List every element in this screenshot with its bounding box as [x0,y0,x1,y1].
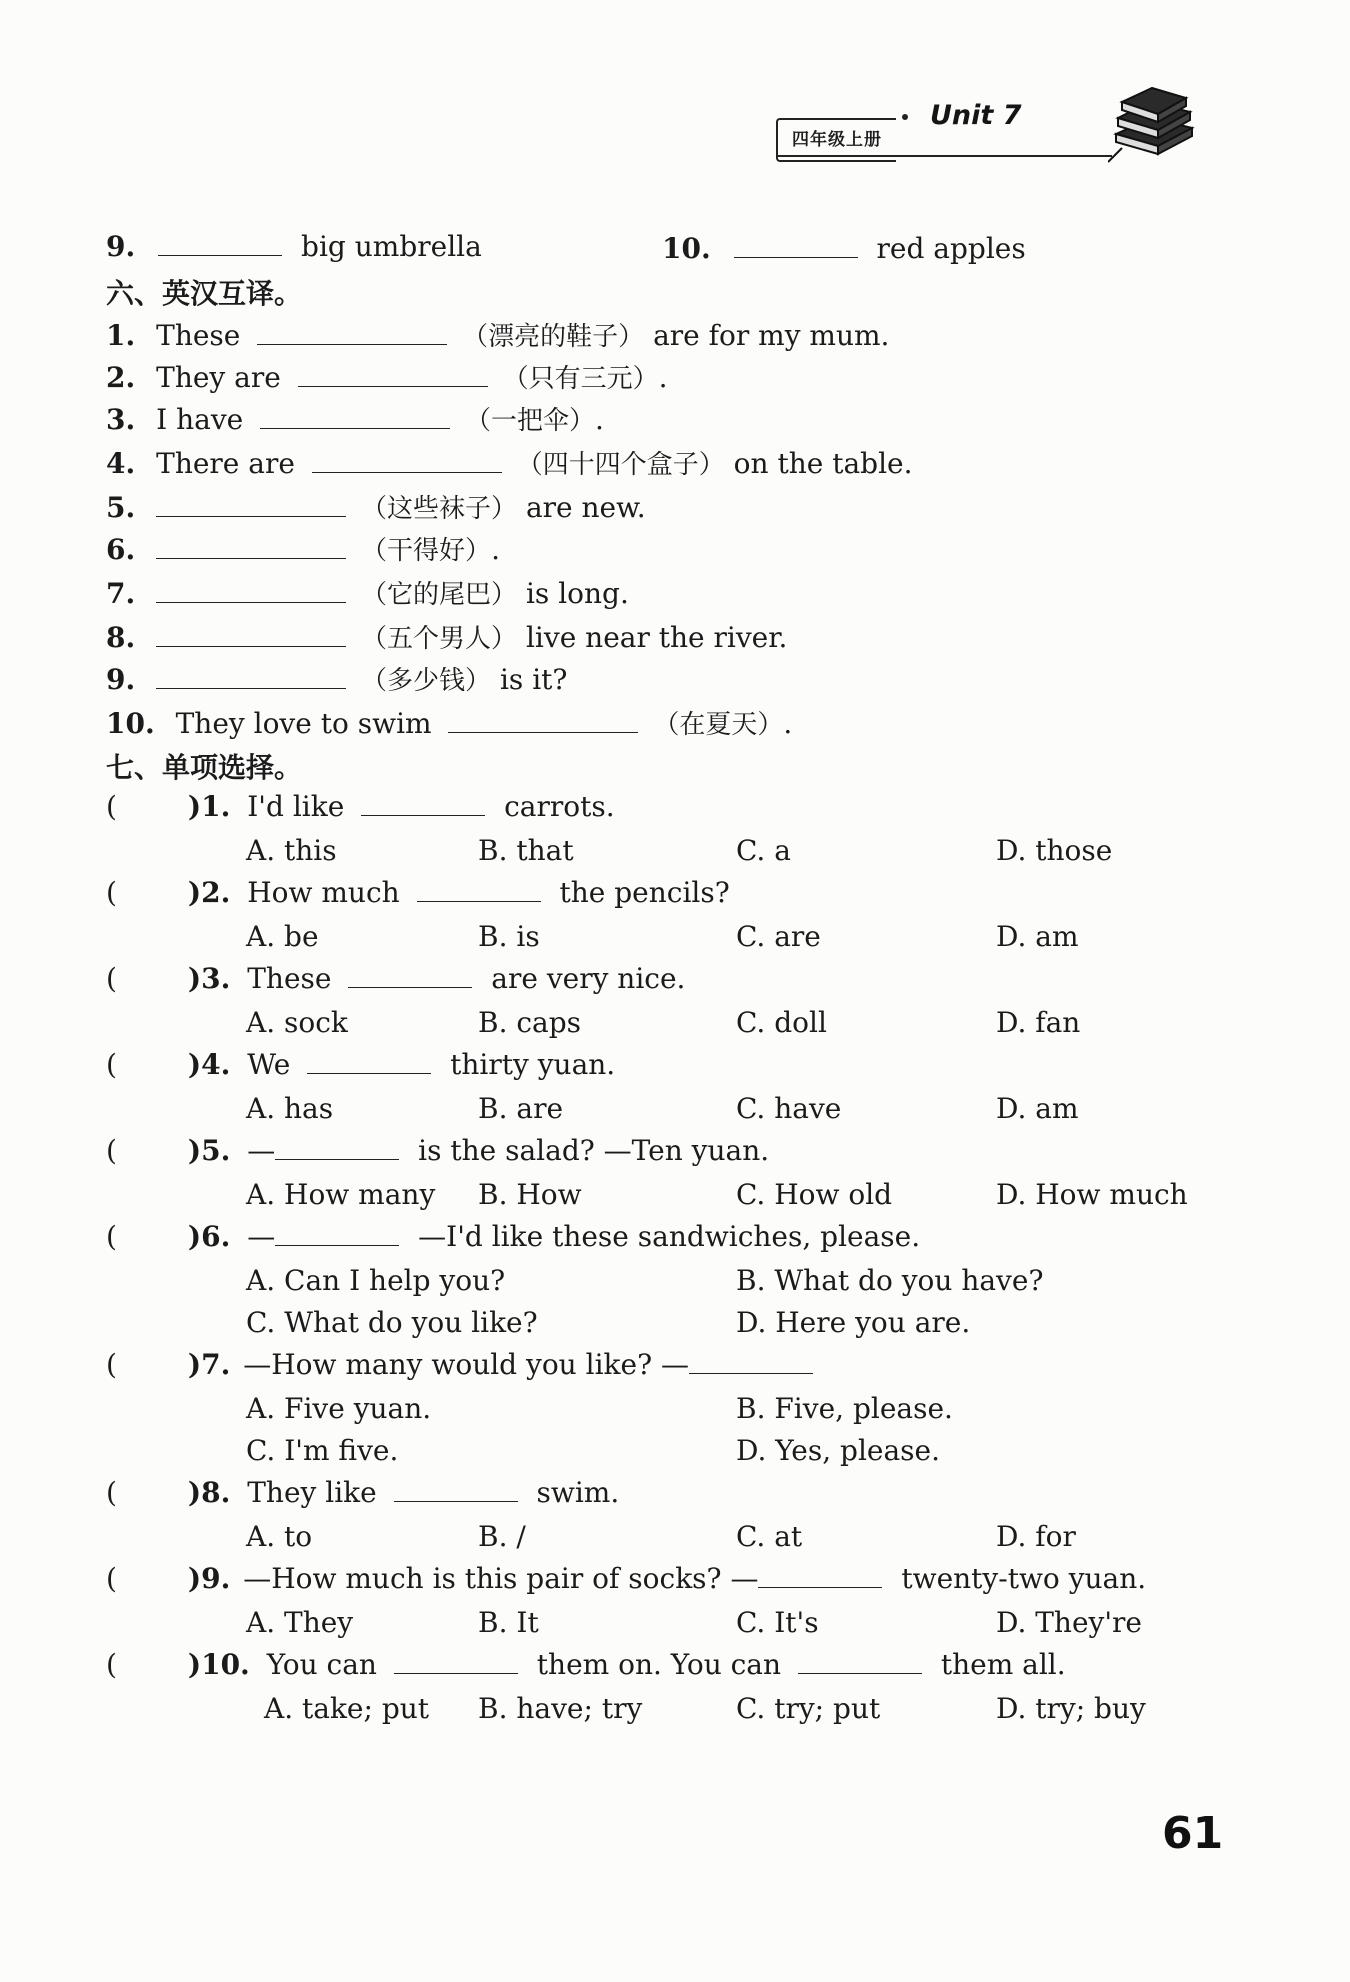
translate-item-4: 4. There are （四十四个盒子） on the table. [106,447,913,480]
option-b[interactable]: B. How [478,1178,582,1211]
translate-item-3: 3. I have （一把伞）. [106,403,604,436]
stacked-books-icon [1108,84,1200,164]
translate-item-2: 2. They are （只有三元）. [106,361,668,394]
option-b[interactable]: B. What do you have? [736,1264,1044,1297]
unit-title: Unit 7 [930,100,1022,131]
page-number: 61 [1162,1808,1224,1859]
answer-blank[interactable] [798,1649,922,1674]
option-c[interactable]: C. It's [736,1606,819,1639]
question-1: ( )1. I'd like carrots. [106,790,615,823]
option-a[interactable]: A. Five yuan. [246,1392,432,1425]
question-8: ( )8. They like swim. [106,1476,620,1509]
question-5: ( )5. — is the salad? —Ten yuan. [106,1134,770,1167]
option-a[interactable]: A. to [246,1520,313,1553]
option-d[interactable]: D. They're [996,1606,1143,1639]
section-six-title: 六、英汉互译。 [106,277,303,310]
answer-blank[interactable] [156,492,346,517]
option-c[interactable]: C. are [736,920,821,953]
option-d[interactable]: D. am [996,1092,1079,1125]
answer-blank[interactable] [394,1477,518,1502]
answer-blank[interactable] [156,664,346,689]
grade-label: 四年级上册 [776,118,896,162]
option-a[interactable]: A. take; put [264,1692,430,1725]
translate-item-7: 7. （它的尾巴） is long. [106,577,629,610]
option-a[interactable]: A. How many [246,1178,436,1211]
question-4: ( )4. We thirty yuan. [106,1048,616,1081]
option-a[interactable]: A. has [246,1092,334,1125]
question-10: ( )10. You can them on. You can them all. [106,1648,1066,1681]
answer-blank[interactable] [156,534,346,559]
translate-item-1: 1. These （漂亮的鞋子） are for my mum. [106,319,890,352]
option-a[interactable]: A. this [246,834,337,867]
option-d[interactable]: D. for [996,1520,1076,1553]
answer-blank[interactable] [275,1135,399,1160]
option-b[interactable]: B. caps [478,1006,582,1039]
answer-blank[interactable] [158,231,282,256]
option-c[interactable]: C. try; put [736,1692,881,1725]
fill-item-10: 10. red apples [662,232,1026,265]
answer-blank[interactable] [260,404,450,429]
option-d[interactable]: D. try; buy [996,1692,1146,1725]
answer-blank[interactable] [275,1221,399,1246]
option-c[interactable]: C. I'm five. [246,1434,399,1467]
answer-blank[interactable] [448,708,638,733]
answer-blank[interactable] [307,1049,431,1074]
translate-item-6: 6. （干得好）. [106,533,500,566]
option-b[interactable]: B. It [478,1606,539,1639]
answer-blank[interactable] [734,233,858,258]
option-d[interactable]: D. Yes, please. [736,1434,941,1467]
option-d[interactable]: D. How much [996,1178,1188,1211]
translate-item-9: 9. （多少钱） is it? [106,663,568,696]
translate-item-8: 8. （五个男人） live near the river. [106,621,788,654]
answer-blank[interactable] [417,877,541,902]
option-c[interactable]: C. What do you like? [246,1306,538,1339]
answer-blank[interactable] [394,1649,518,1674]
question-9: ( )9. —How much is this pair of socks? — twenty-two yuan. [106,1562,1147,1595]
question-6: ( )6. — —I'd like these sandwiches, please. [106,1220,921,1253]
option-a[interactable]: A. Can I help you? [246,1264,506,1297]
section-seven-title: 七、单项选择。 [106,751,303,784]
translate-item-5: 5. （这些袜子） are new. [106,491,646,524]
header-dot [902,114,908,120]
option-b[interactable]: B. is [478,920,540,953]
option-d[interactable]: D. am [996,920,1079,953]
option-b[interactable]: B. are [478,1092,564,1125]
answer-blank[interactable] [156,622,346,647]
answer-blank[interactable] [361,791,485,816]
option-d[interactable]: D. fan [996,1006,1081,1039]
option-d[interactable]: D. those [996,834,1113,867]
option-b[interactable]: B. have; try [478,1692,643,1725]
option-b[interactable]: B. that [478,834,574,867]
option-c[interactable]: C. doll [736,1006,827,1039]
option-b[interactable]: B. Five, please. [736,1392,953,1425]
answer-blank[interactable] [257,320,447,345]
answer-blank[interactable] [758,1563,882,1588]
answer-blank[interactable] [689,1349,813,1374]
fill-item-9: 9. big umbrella [106,230,482,263]
answer-blank[interactable] [348,963,472,988]
option-a[interactable]: A. They [246,1606,354,1639]
question-7: ( )7. —How many would you like? — [106,1348,813,1381]
answer-blank[interactable] [156,578,346,603]
option-c[interactable]: C. at [736,1520,803,1553]
option-a[interactable]: A. be [246,920,319,953]
answer-blank[interactable] [312,448,502,473]
option-c[interactable]: C. have [736,1092,842,1125]
option-c[interactable]: C. a [736,834,791,867]
question-3: ( )3. These are very nice. [106,962,686,995]
answer-blank[interactable] [298,362,488,387]
option-d[interactable]: D. Here you are. [736,1306,971,1339]
header-rule [776,155,1112,157]
option-a[interactable]: A. sock [246,1006,348,1039]
translate-item-10: 10. They love to swim （在夏天）. [106,707,793,740]
option-b[interactable]: B. / [478,1520,526,1553]
option-c[interactable]: C. How old [736,1178,893,1211]
question-2: ( )2. How much the pencils? [106,876,730,909]
